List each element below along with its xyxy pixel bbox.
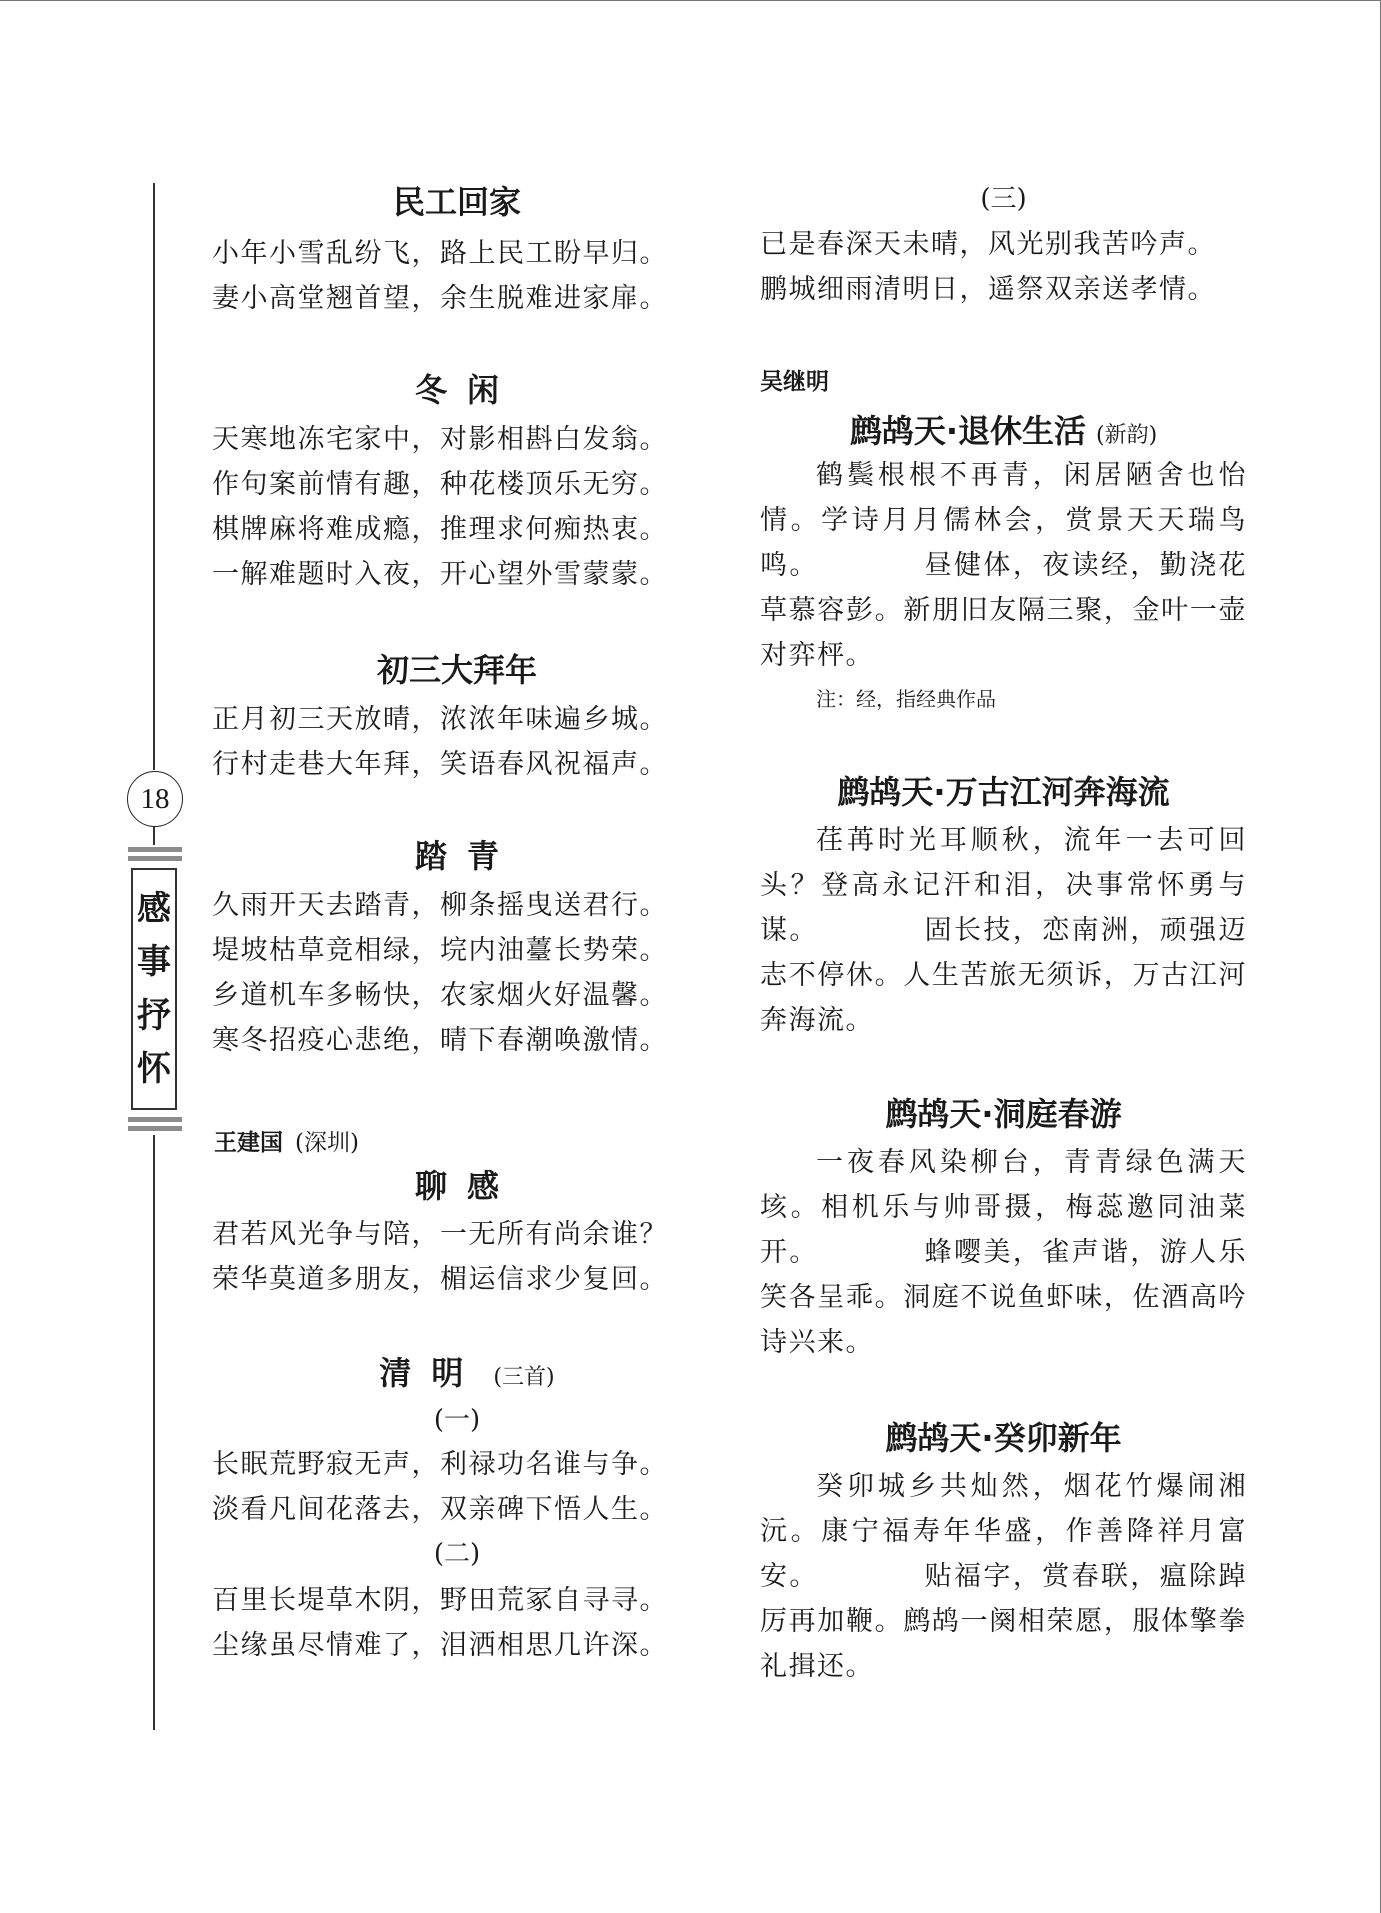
ci-stanza-2: 贴福字，赏春联，瘟除踔厉再加鞭。鹧鸪一阕相荣愿，服体擎拳礼揖还。: [760, 1561, 1248, 1682]
page-number: 18: [127, 771, 183, 827]
tab-bar-top-1: [128, 847, 182, 852]
poem-line: 淡看凡间花落去，双亲碑下悟人生。: [212, 1494, 668, 1525]
poem-line: 乡道机车多畅快，农家烟火好温馨。: [212, 980, 668, 1011]
section-tab-box: [131, 868, 177, 1110]
ci-guimao-xinnian: [760, 1419, 1247, 1457]
tab-bar-bottom-1: [128, 1117, 182, 1122]
poem-line: 正月初三天放晴，浓浓年味遍乡城。: [212, 704, 668, 735]
ci-title-text: 鹧鸪天·退休生活: [849, 412, 1086, 450]
margin-line-mid: [153, 827, 155, 845]
poem-title: 冬闲: [414, 371, 519, 409]
poem-body: [212, 1442, 702, 1532]
author-name: 吴继明: [760, 369, 829, 395]
section-tab: [128, 845, 182, 1135]
ci-title: 鹧鸪天·万古江河奔海流: [837, 773, 1170, 811]
poem-body: [212, 417, 702, 597]
poem-line: 君若风光争与陪，一无所有尚余谁？: [212, 1219, 668, 1250]
ci-stanza-2: 昼健体，夜读经，勤浇花草慕容彭。新朋旧友隔三聚，金叶一壶对弈枰。: [760, 550, 1248, 671]
poem-title: 初三大拜年: [376, 651, 537, 689]
author-line: [214, 1124, 702, 1157]
poem-title-text: 清明: [379, 1354, 484, 1392]
ci-title: 鹧鸪天·洞庭春游: [885, 1095, 1122, 1133]
ci-stanza-1: 荏苒时光耳顺秋，流年一去可回头？登高永记汗和泪，决事常怀勇与谋。: [760, 825, 1247, 946]
poem-title: 踏青: [414, 837, 519, 875]
poem-line: 天寒地冻宅家中，对影相斟白发翁。: [212, 424, 668, 455]
poem-line: 长眠荒野寂无声，利禄功名谁与争。: [212, 1449, 668, 1480]
ci-title: 鹧鸪天·癸卯新年: [885, 1419, 1122, 1457]
poem-line: 堤坡枯草竞相绿，垸内油薹长势荣。: [212, 935, 668, 966]
poem-line: 一解难题时入夜，开心望外雪蒙蒙。: [212, 559, 668, 590]
poem-line: 寒冬招疫心悲绝，晴下春潮唤激情。: [212, 1025, 668, 1056]
poem-line: 小年小雪乱纷飞，路上民工盼早归。: [212, 238, 668, 269]
ci-wangu-jianghe: [760, 773, 1247, 811]
page-top-edge: [0, 0, 1381, 1]
poem-mingong-huijia: [212, 183, 702, 221]
ci-stanza-1: 癸卯城乡共灿然，烟花竹爆闹湘沅。康宁福寿年华盛，作善降祥月富安。: [760, 1471, 1247, 1592]
ci-stanza-1: 一夜春风染柳台，青青绿色满天垓。相机乐与帅哥摄，梅蕊邀同油菜开。: [760, 1147, 1247, 1268]
poem-line: 百里长堤草木阴，野田荒冢自寻寻。: [212, 1585, 668, 1616]
margin-line-upper: [153, 183, 155, 770]
ci-stanza-1: 鹤鬓根根不再青，闲居陋舍也怡情。学诗月月儒林会，赏景天天瑞鸟鸣。: [760, 460, 1247, 581]
poem-body: [212, 231, 702, 321]
section-tab-char: 怀: [137, 1049, 171, 1090]
poem-line: 行村走巷大年拜，笑语春风祝福声。: [212, 749, 668, 780]
poem-title-note: (三首): [493, 1365, 555, 1390]
poem-body: [212, 697, 702, 787]
ci-title-note: (新韵): [1096, 423, 1158, 448]
footnote: 注：经，指经典作品: [816, 687, 996, 711]
poem-subhead: [212, 1407, 702, 1433]
poem-subhead-3: (三): [980, 184, 1027, 214]
author-place: (深圳): [295, 1130, 359, 1156]
ci-body: [760, 818, 1247, 1043]
poem-liaogan: [212, 1167, 702, 1205]
poem-dongxian: [212, 371, 702, 409]
poem-line: 已是春深天未晴，风光别我苦吟声。: [760, 229, 1216, 260]
poem-line: 荣华莫道多朋友，楣运信求少复回。: [212, 1264, 668, 1295]
poem-body: [212, 883, 702, 1063]
poem-line: 棋牌麻将难成瘾，推理求何痴热衷。: [212, 514, 668, 545]
ci-dongting-chunyou: [760, 1095, 1247, 1133]
tab-bar-top-2: [128, 856, 182, 861]
poem-line: 妻小高堂翘首望，余生脱难进家扉。: [212, 283, 668, 314]
poem-subhead-2: (二): [433, 1539, 481, 1569]
poem-line: 久雨开天去踏青，柳条摇曳送君行。: [212, 890, 668, 921]
poem-chusan-dabainian: [212, 651, 702, 689]
ci-stanza-2: 蜂嘤美，雀声谐，游人乐笑各呈乖。洞庭不说鱼虾味，佐酒高吟诗兴来。: [760, 1237, 1248, 1358]
poem-qingming: [212, 1354, 702, 1392]
author-line: [760, 371, 1247, 394]
ci-body: [760, 1464, 1247, 1689]
ci-title: [760, 412, 1247, 450]
poem-body: [212, 1212, 702, 1302]
tab-bar-bottom-2: [128, 1126, 182, 1131]
ci-tuixiu-shenghuo: [760, 412, 1247, 450]
section-tab-char: 感: [137, 888, 171, 929]
author-name: 王建国: [214, 1130, 283, 1156]
poem-line: 作句案前情有趣，种花楼顶乐无穷。: [212, 469, 668, 500]
poem-taqing: [212, 837, 702, 875]
margin-line-lower: [153, 1135, 155, 1730]
poem-subhead: [760, 186, 1247, 212]
poem-line: 鹏城细雨清明日，遥祭双亲送孝情。: [760, 274, 1216, 305]
poem-title: [212, 1354, 702, 1392]
section-tab-char: 抒: [137, 995, 171, 1036]
poem-line: 尘缘虽尽情难了，泪洒相思几许深。: [212, 1630, 668, 1661]
poem-body: [212, 1578, 702, 1668]
poem-title: 聊感: [414, 1167, 519, 1205]
ci-body: [760, 453, 1247, 678]
poem-body: [760, 222, 1247, 312]
footnote-row: [760, 689, 1247, 709]
poem-title: 民工回家: [392, 183, 521, 221]
poem-subhead-1: (一): [433, 1405, 481, 1435]
ci-body: [760, 1140, 1247, 1365]
poem-subhead: [212, 1541, 702, 1567]
ci-stanza-2: 固长技，恋南洲，顽强迈志不停休。人生苦旅无须诉，万古江河奔海流。: [760, 915, 1248, 1036]
section-tab-char: 事: [137, 942, 171, 983]
